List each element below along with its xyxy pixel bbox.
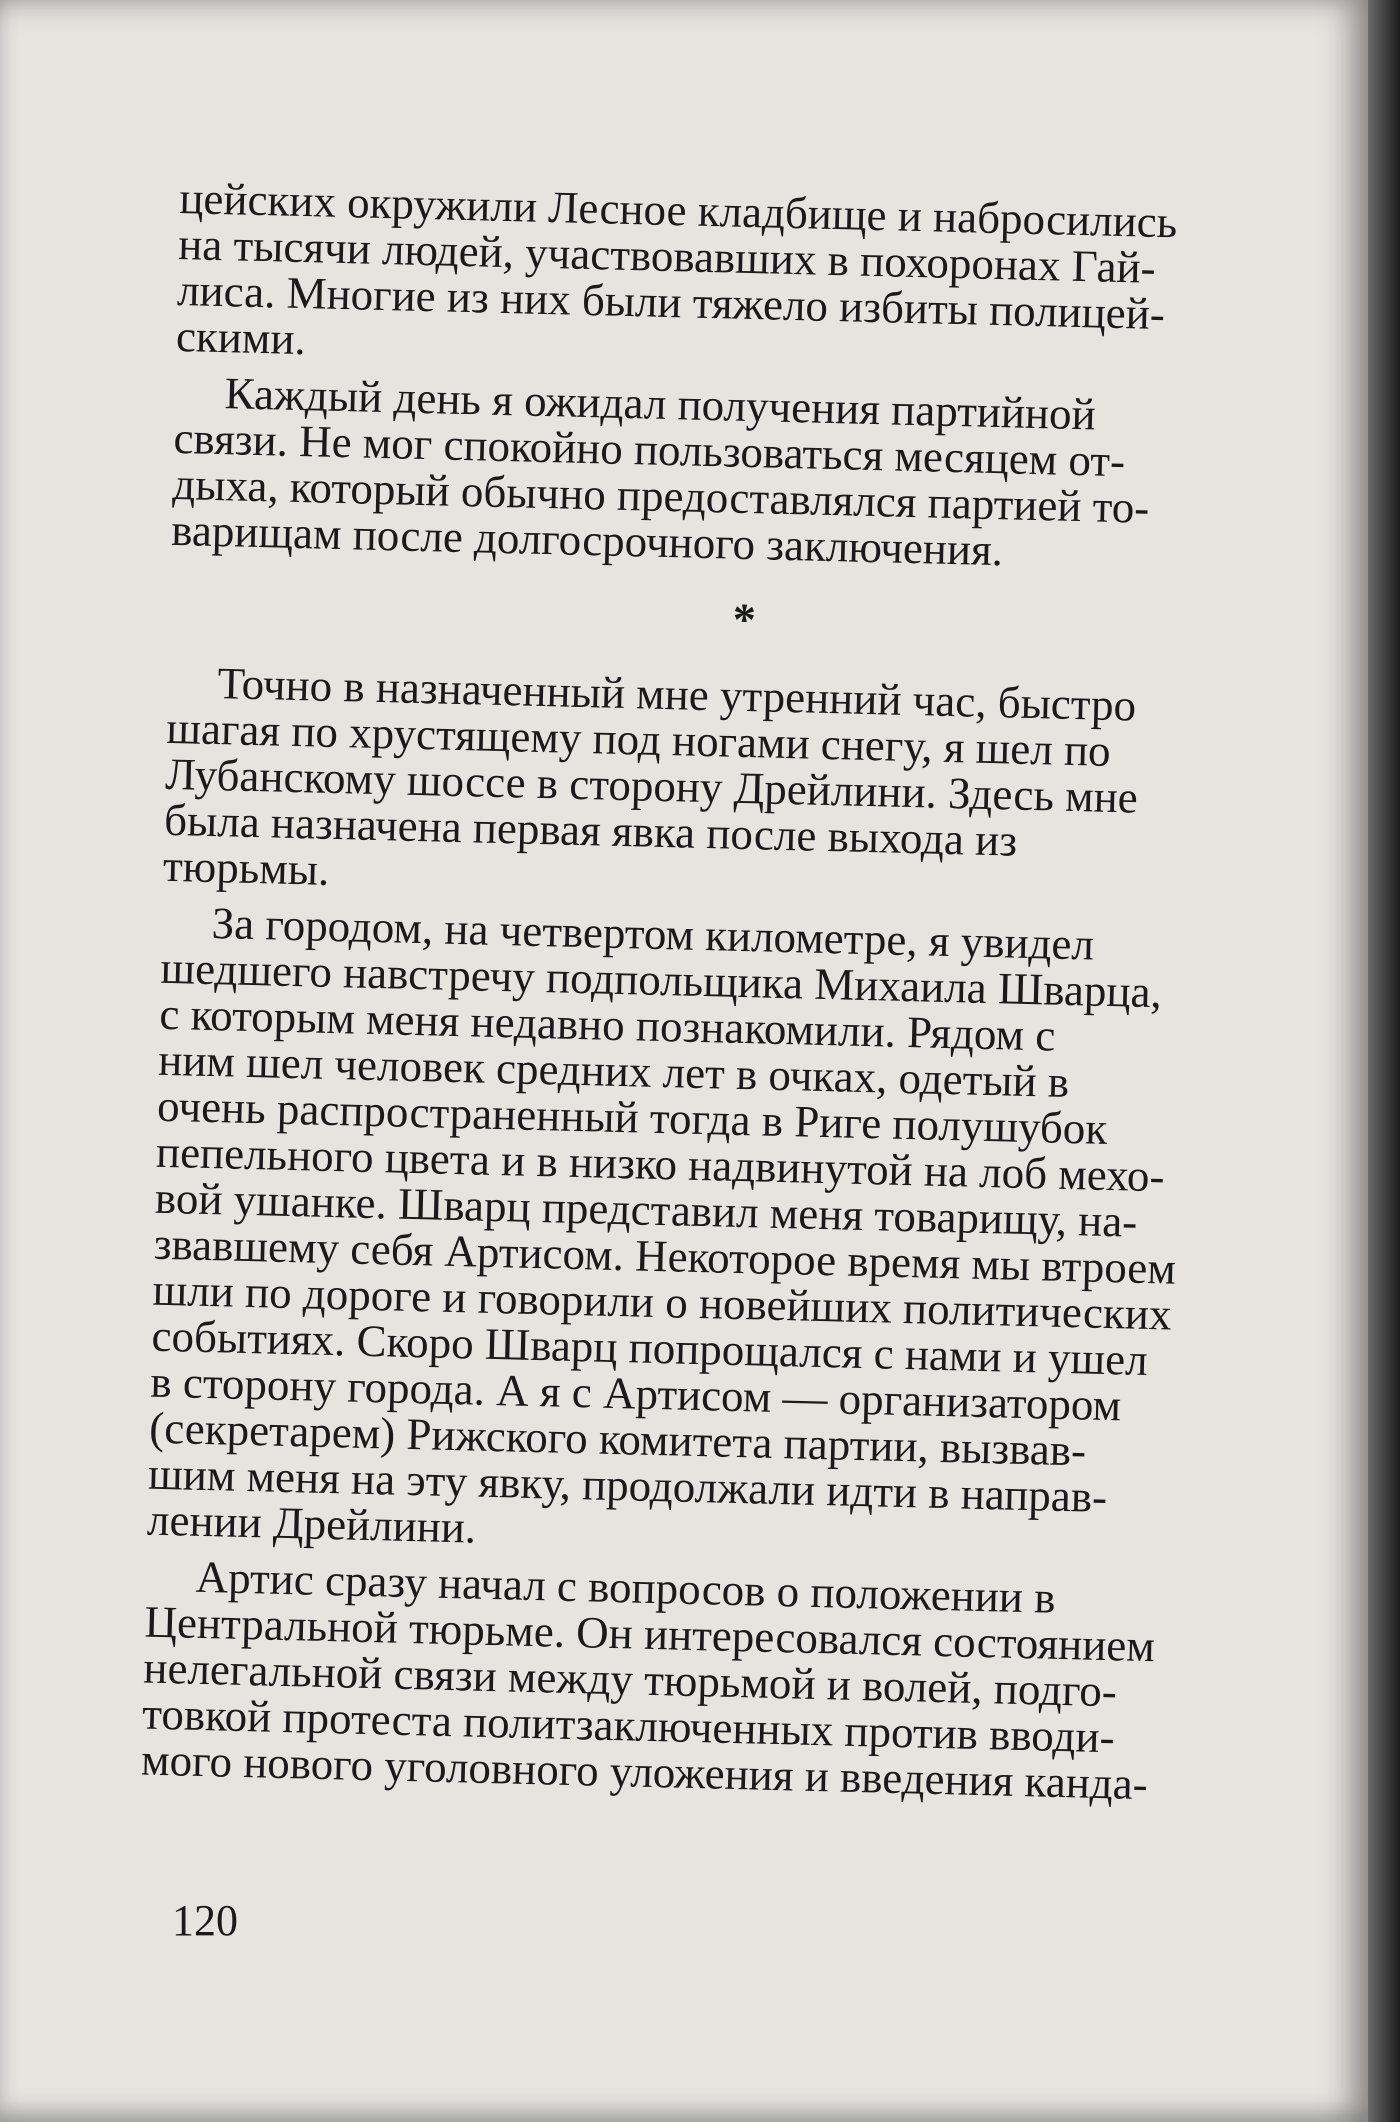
section-divider: * <box>732 593 757 646</box>
paragraph-1: цейских окружили Лесное кладбище и набросились на тысячи людей, участвовавших в похоронах Гай- лиса. Многие из них были тяжело избиты полицей- скими. <box>175 173 1178 365</box>
paragraph-5: Артис сразу начал с вопросов о положении в Центральной тюрьме. Он интересовался состоянием нелегальной связи между тюрьмой и волей, подго- товкой протеста политзаключенных против вводи- мого нового уголовного уложения и введения канда- <box>140 1551 1156 1810</box>
page-number: 120 <box>172 1896 238 1945</box>
paragraph-3: Точно в назначенный мне утренний час, быстро шагая по хрустящему под ногами снегу, я шел по Лубанскому шоссе в сторону Дрейлини. Здесь мне была назначена первая явка после выхода из тюрьмы. <box>162 658 1139 895</box>
paragraph-4: За городом, на четвертом километре, я увидел шедшего навстречу подпольщика Михаила Шварца, с которым меня недавно познакомили. Рядом с ним шел человек средних лет в очках, одетый в очень распространенный тогда в Риге полушубок пепельного цвета и в низко надвинутой на лоб мехо- вой ушанке. Шварц представил меня товарищу, на- звавшему себя Артисом. Некоторое время мы втроем шли по дороге и говорили о новейших политических событиях. Скоро Шварц попрощался с нами и ушел в сторону города. А я с Артисом — организатором (секретарем) Рижского комитета партии, вызвав- шим меня на эту явку, продолжали идти в направ- лении Дрейлини. <box>146 898 1177 1553</box>
page-text <box>140 175 1329 1821</box>
book-spine <box>1368 0 1400 2122</box>
paragraph-2: Каждый день я ожидал получения партийной связи. Не мог спокойно пользоваться месяцем от- дыха, который обычно предоставлялся партией то- варищам после долгосрочного заключения. <box>170 368 1150 576</box>
